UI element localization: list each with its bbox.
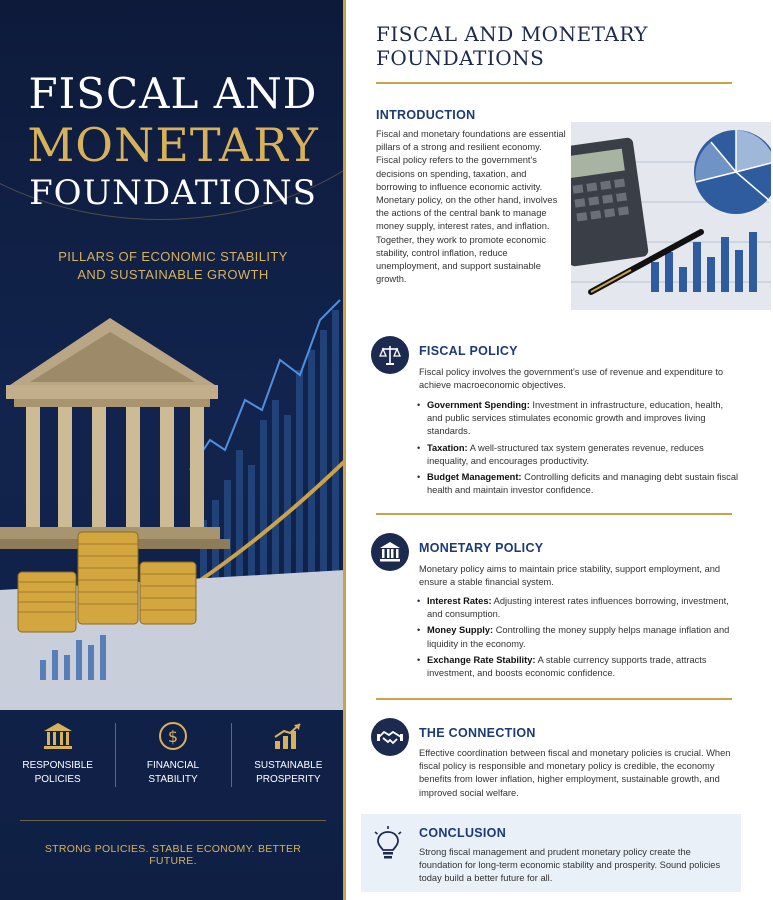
section-divider xyxy=(376,698,732,700)
pillar-label-line2: PROSPERITY xyxy=(256,774,321,785)
growth-chart-icon xyxy=(272,721,304,751)
page-title-line2: FOUNDATIONS xyxy=(376,46,545,70)
list-item xyxy=(417,442,741,468)
hero-subtitle-line2: AND SUSTAINABLE GROWTH xyxy=(77,267,269,282)
connection-icon-badge xyxy=(371,718,409,756)
intro-text: Fiscal and monetary foundations are essential pillars of a strong and resilient economy. Fiscal policy refers to the government's decisions on spending, taxation, and borrowing to influence economic activity. Monetary policy, on the other hand, involves the actions of the central bank to manage money supply, interest rates, and inflation. Together, they work to promote economic stability, control inflation, reduce unemployment, and support sustainable growth. xyxy=(376,129,566,285)
list-item xyxy=(417,471,741,497)
connection-text: Effective coordination between fiscal and monetary policies is crucial. When fiscal policy is responsible and monetary policy is credible, the economy benefits from lower inflation, higher employment, sustainable growth, and improved social welfare. xyxy=(419,748,731,798)
list-item-text: Controlling the money supply helps manage inflation and liquidity in the economy. xyxy=(427,625,730,649)
hero-title xyxy=(0,70,346,214)
tagline: STRONG POLICIES. STABLE ECONOMY. BETTER FUTURE. xyxy=(44,843,302,867)
list-item-text: Controlling deficits and managing debt sustain fiscal health and maintain investor confidence. xyxy=(427,472,739,496)
page-title-line1: FISCAL AND MONETARY xyxy=(376,22,649,46)
list-item-text: Adjusting interest rates influences borrowing, investment, and consumption. xyxy=(427,596,729,620)
pillar-label-line2: STABILITY xyxy=(148,774,198,785)
list-item-term: Government Spending: xyxy=(427,400,530,410)
list-item-text: Investment in infrastructure, education, health, and public services stimulates economic growth and improves living standards. xyxy=(427,400,724,437)
dollar-icon xyxy=(157,721,189,751)
svg-text:$: $ xyxy=(167,727,179,746)
monetary-intro: Monetary policy aims to maintain price stability, support employment, and ensure a stable financial system. xyxy=(419,564,721,588)
monetary-list xyxy=(417,595,741,683)
conclusion-heading: CONCLUSION xyxy=(419,826,507,840)
pillar-label-line1: SUSTAINABLE xyxy=(254,760,323,771)
pillars-row xyxy=(0,715,346,800)
pillar-sustainable-prosperity xyxy=(231,715,346,800)
list-item-term: Money Supply: xyxy=(427,625,494,636)
section-divider xyxy=(376,513,732,515)
intro-photo xyxy=(571,122,771,310)
fiscal-intro: Fiscal policy involves the government's use of revenue and expenditure to achieve macroeconomic objectives. xyxy=(419,367,724,391)
hero-subtitle-line1: PILLARS OF ECONOMIC STABILITY xyxy=(58,249,288,264)
list-item-term: Budget Management: xyxy=(427,472,522,483)
intro-heading: INTRODUCTION xyxy=(376,108,476,122)
list-item xyxy=(417,399,741,439)
list-item-text: A stable currency supports trade, attracts investment, and boosts economic confidence. xyxy=(427,654,707,679)
hero-title-line2: MONETARY xyxy=(27,118,319,172)
list-item xyxy=(417,654,741,680)
hero-illustration xyxy=(0,290,346,710)
conclusion-text: Strong fiscal management and prudent monetary policy create the foundation for long-term economic stability and prosperity. Sound policies today build a better future for all. xyxy=(419,847,721,884)
list-item-text: A well-structured tax system generates revenue, reduces inequality, and encourages productivity. xyxy=(427,442,704,466)
pillar-label-line1: FINANCIAL xyxy=(146,760,200,771)
pillar-label-line1: RESPONSIBLE xyxy=(22,760,93,771)
list-item-term: Taxation: xyxy=(427,442,468,453)
monetary-heading: MONETARY POLICY xyxy=(419,541,544,555)
pillar-responsible-policies xyxy=(0,715,115,800)
lightbulb-icon xyxy=(373,826,403,862)
hero-title-line1: FISCAL AND xyxy=(28,69,318,118)
hero-subtitle xyxy=(0,248,346,284)
columns-icon xyxy=(42,721,74,751)
page-title xyxy=(376,22,736,70)
list-item xyxy=(417,624,741,650)
title-divider xyxy=(376,82,732,84)
tagline-block xyxy=(20,820,326,867)
pillar-label-line2: POLICIES xyxy=(34,774,81,785)
bank-icon xyxy=(378,540,402,564)
list-item-term: Interest Rates: xyxy=(427,596,492,606)
handshake-icon xyxy=(377,725,403,749)
connection-heading: THE CONNECTION xyxy=(419,726,536,740)
fiscal-icon-badge xyxy=(371,336,409,374)
conclusion-box xyxy=(361,814,741,892)
document-panel xyxy=(349,0,773,900)
calculator-chart-photo xyxy=(571,122,771,310)
fiscal-heading: FISCAL POLICY xyxy=(419,344,518,358)
fiscal-list xyxy=(417,399,741,500)
monetary-icon-badge xyxy=(371,533,409,571)
list-item-term: Exchange Rate Stability: xyxy=(427,654,536,665)
pillar-financial-stability xyxy=(115,715,230,800)
hero-panel xyxy=(0,0,346,900)
scales-icon xyxy=(378,343,402,367)
hero-title-line3: FOUNDATIONS xyxy=(29,173,317,213)
list-item xyxy=(417,595,741,621)
